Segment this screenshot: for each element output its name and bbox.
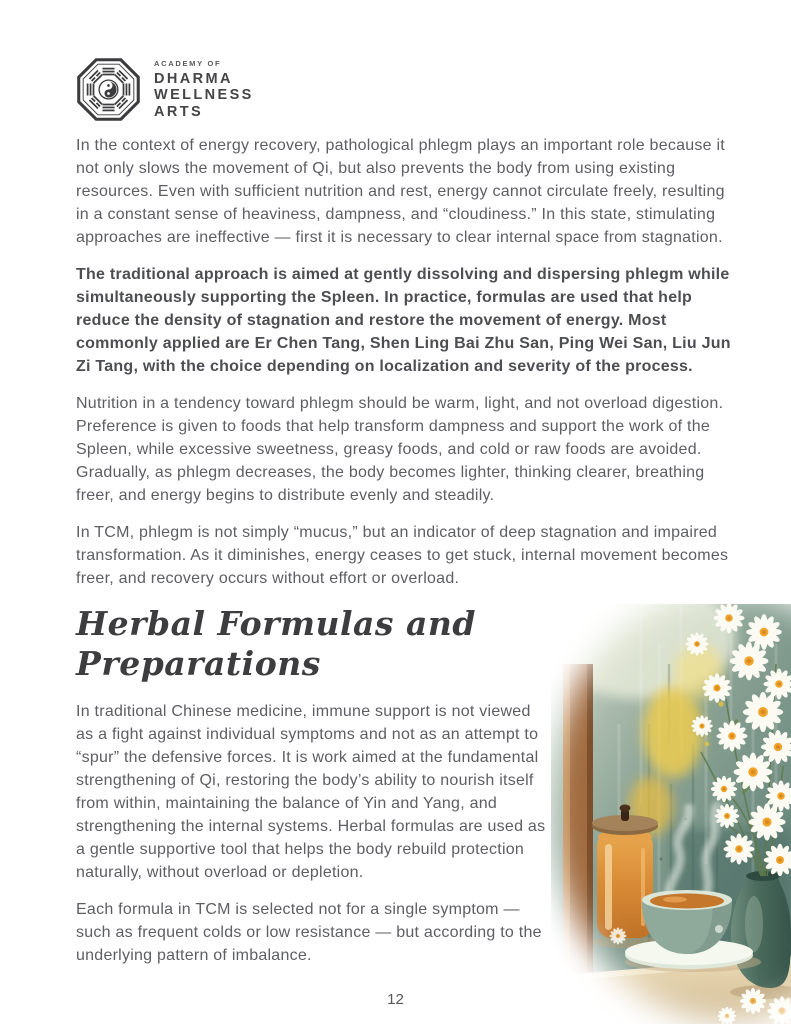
section-heading: Herbal Formulas and Preparations (76, 604, 476, 683)
paragraph-formula-selection: Each formula in TCM is selected not for a single symptom — such as frequent colds or low resistance — but according to the underlying pattern of imbalance. (76, 901, 542, 964)
text-column-beside-illustration (76, 700, 550, 967)
wooden-window-frame (563, 664, 593, 1024)
brand-header (75, 56, 254, 123)
brand-name-line-wellness: WELLNESS (154, 87, 254, 104)
brand-name-line-dharma: DHARMA (154, 70, 233, 87)
paragraph-phlegm-energy: In the context of energy recovery, pathological phlegm plays an important role because it not only slows the movement of Qi, but also prevents the body from using existing resources. Even with sufficient nutrition and rest, energy cannot circulate freely, resulting in a constant sense of heaviness, dampness, and “cloudiness.” In this state, stimulating approaches are ineffective — first it is necessary to clear internal space from stagnation. (76, 137, 725, 246)
paragraph-traditional-approach: The traditional approach is aimed at gently dissolving and dispersing phlegm while simultaneously supporting the Spleen. In practice, formulas are used that help reduce the density of stagnation and restore the movement of energy. Most commonly applied are Er Chen Tang, Shen Ling Bai Zhu San, Ping Wei San, Liu Jun Zi Tang, with the choice depending on localization and severity of the process. (76, 266, 731, 375)
paragraph-nutrition: Nutrition in a tendency toward phlegm should be warm, light, and not overload digestion. Preference is given to foods that help transform dampness and support the work of the Spleen, while excessive sweetness, greasy foods, and cold or raw foods are avoided. Gradually, as phlegm decreases, the body becomes lighter, thinking clearer, breathing freer, and energy begins to distribute evenly and steadily. (76, 395, 724, 504)
brand-tagline: ACADEMY OF (154, 58, 222, 68)
tea-chamomile-watercolor-illustration (521, 604, 791, 1024)
page-number: 12 (387, 991, 404, 1008)
paragraph-immune-support: In traditional Chinese medicine, immune support is not viewed as a fight against individual symptoms and not as an attempt to “spur” the defensive forces. It is work aimed at the fundamental strengthening of Qi, restoring the body’s ability to nourish itself from within, maintaining the balance of Yin and Yang, and strengthening the internal systems. Herbal formulas are used as a gentle supportive tool that helps the body rebuild protection naturally, without overload or depletion. (76, 703, 546, 881)
brand-wordmark (154, 59, 254, 121)
bagua-yinyang-logo-icon (75, 56, 142, 123)
brand-name-line-arts: ARTS (154, 103, 204, 120)
paragraph-tcm-phlegm-meaning: In TCM, phlegm is not simply “mucus,” but an indicator of deep stagnation and impaired transformation. As it diminishes, energy ceases to get stuck, internal movement becomes freer, and recovery occurs without effort or overload. (76, 524, 729, 587)
